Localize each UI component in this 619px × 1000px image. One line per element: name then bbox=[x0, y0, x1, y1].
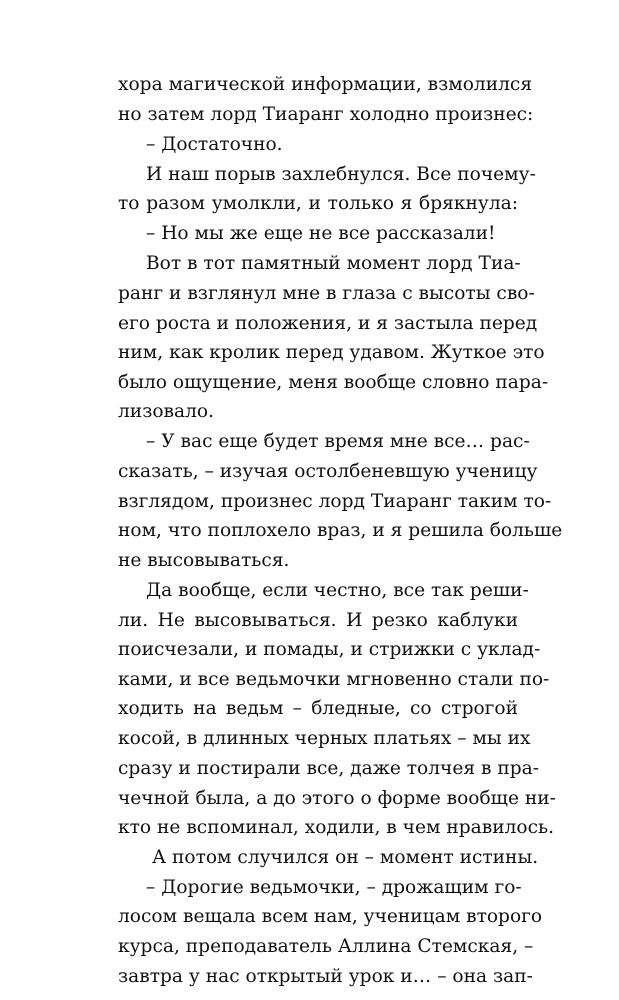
text-line: сказать, – изучая остолбеневшую ученицу bbox=[118, 461, 538, 482]
text-line: взглядом, произнес лорд Тиаранг таким то- bbox=[118, 491, 552, 512]
text-line: ранг и взглянул мне в глаза с высоты сво- bbox=[118, 283, 535, 304]
text-line: чечной была, а до этого о форме вообще ни- bbox=[118, 788, 556, 809]
text-line: косой, в длинных черных платьях – мы их bbox=[118, 728, 531, 749]
text-line: – У вас еще будет время мне все… рас- bbox=[146, 431, 530, 452]
text-line: кто не вспоминал, ходили, в чем нравилось. bbox=[118, 817, 555, 838]
text-line: ками, и все ведьмочки мгновенно стали по- bbox=[118, 669, 550, 690]
text-line: курса, преподаватель Аллина Стемская, – bbox=[118, 936, 534, 957]
text-line: – Но мы же еще не все рассказали! bbox=[146, 223, 496, 244]
text-line: было ощущение, меня вообще словно пара- bbox=[118, 372, 549, 393]
text-line: завтра у нас открытый урок и… – она зап- bbox=[118, 966, 533, 987]
text-line: ходить на ведьм – бледные, со строгой bbox=[118, 698, 518, 719]
text-line: лосом вещала всем нам, ученицам второго bbox=[118, 906, 543, 927]
text-line: Да вообще, если честно, все так реши- bbox=[146, 580, 529, 601]
text-line: то разом умолкли, и только я брякнула: bbox=[118, 193, 518, 214]
text-line: ли. Не высовываться. И резко каблуки bbox=[118, 610, 518, 631]
text-line: Вот в тот памятный момент лорд Тиа- bbox=[146, 253, 521, 274]
text-line: но затем лорд Тиаранг холодно произнес: bbox=[118, 104, 534, 125]
text-line: А потом случился он – момент истины. bbox=[152, 847, 539, 868]
text-line: не высовываться. bbox=[118, 550, 290, 571]
text-line: – Дорогие ведьмочки, – дрожащим го- bbox=[146, 877, 522, 898]
text-line: хора магической информации, взмолился bbox=[118, 74, 533, 95]
text-line: – Достаточно. bbox=[146, 134, 283, 155]
text-line: поисчезали, и помады, и стрижки с уклад- bbox=[118, 639, 541, 660]
text-line: его роста и положения, и я застыла перед bbox=[118, 313, 538, 334]
text-line: сразу и постирали все, даже толчея в пра- bbox=[118, 758, 540, 779]
text-line: И наш порыв захлебнулся. Все почему- bbox=[146, 164, 536, 185]
text-line: лизовало. bbox=[118, 401, 215, 422]
text-line: ном, что поплохело враз, и я решила больше bbox=[118, 520, 563, 541]
text-line: ним, как кролик перед удавом. Жуткое это bbox=[118, 342, 545, 363]
